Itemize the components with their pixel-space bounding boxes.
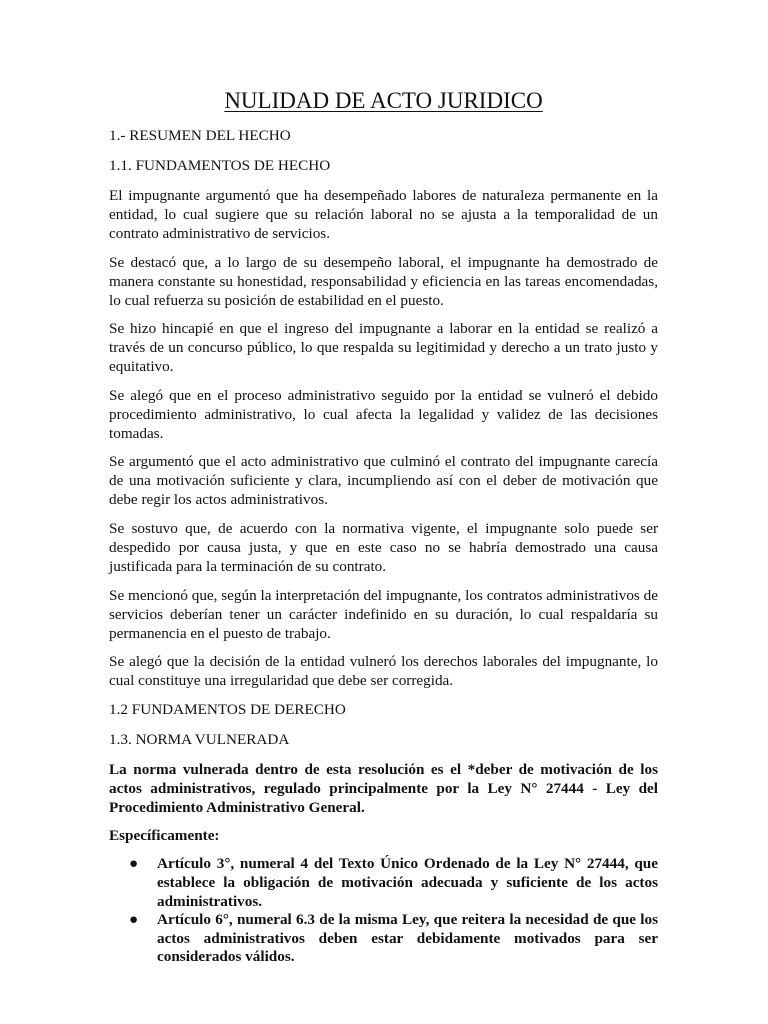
paragraph: El impugnante argumentó que ha desempeñado labores de naturaleza permanente en la entidad, lo cual sugiere que su relación laboral no se ajusta a la temporalidad de un contrato administrativo de servicios. xyxy=(109,187,658,242)
paragraph: Se destacó que, a lo largo de su desempeño laboral, el impugnante ha demostrado de manera constante su honestidad, responsabilidad y eficiencia en las tareas encomendadas, lo cual refuerza su posición de estabilidad en el puesto. xyxy=(109,253,658,309)
bullet-icon: ● xyxy=(129,855,139,873)
paragraph: Se sostuvo que, de acuerdo con la normativa vigente, el impugnante solo puede ser despedido por causa justa, y que en este caso no se habría demostrado una causa justificada para la terminación de su contrato. xyxy=(109,519,658,575)
section-heading-fundamentos-hecho: 1.1. FUNDAMENTOS DE HECHO xyxy=(109,157,331,174)
article-list xyxy=(109,855,658,967)
document-page xyxy=(109,86,658,967)
section-heading-fundamentos-derecho: 1.2 FUNDAMENTOS DE DERECHO xyxy=(109,700,346,718)
especificamente-label: Específicamente: xyxy=(109,827,220,845)
list-item xyxy=(109,911,658,967)
section-heading-resumen: 1.- RESUMEN DEL HECHO xyxy=(109,127,291,144)
section-heading-norma-vulnerada: 1.3. NORMA VULNERADA xyxy=(109,730,290,748)
list-item xyxy=(109,855,658,911)
paragraph: Se alegó que en el proceso administrativo seguido por la entidad se vulneró el debido procedimiento administrativo, lo cual afecta la legalidad y validez de las decisiones tomadas. xyxy=(109,386,658,442)
bullet-icon: ● xyxy=(129,911,139,929)
paragraph: Se argumentó que el acto administrativo que culminó el contrato del impugnante carecía de una motivación suficiente y clara, incumpliendo así con el deber de motivación que debe regir los actos administrativos. xyxy=(109,453,658,509)
paragraph: Se hizo hincapié en que el ingreso del impugnante a laborar en la entidad se realizó a través de un concurso público, lo que respalda su legitimidad y derecho a un trato justo y equitativo. xyxy=(109,320,658,376)
paragraph: Se mencionó que, según la interpretación del impugnante, los contratos administrativos de servicios deberían tener un carácter indefinido en su duración, lo cual respaldaría su permanencia en el puesto de trabajo. xyxy=(109,586,658,642)
norma-paragraph: La norma vulnerada dentro de esta resolución es el *deber de motivación de los actos administrativos, regulado principalmente por la Ley N° 27444 - Ley del Procedimiento Administrativo General. xyxy=(109,760,658,816)
list-item-text: Artículo 6°, numeral 6.3 de la misma Ley, que reitera la necesidad de que los actos administrativos deben estar debidamente motivados para ser considerados válidos. xyxy=(157,911,658,966)
list-item-text: Artículo 3°, numeral 4 del Texto Único Ordenado de la Ley N° 27444, que establece la obligación de motivación adecuada y suficiente de los actos administrativos. xyxy=(157,855,658,910)
document-title: NULIDAD DE ACTO JURIDICO xyxy=(224,88,543,113)
paragraph: Se alegó que la decisión de la entidad vulneró los derechos laborales del impugnante, lo cual constituye una irregularidad que debe ser corregida. xyxy=(109,653,658,690)
